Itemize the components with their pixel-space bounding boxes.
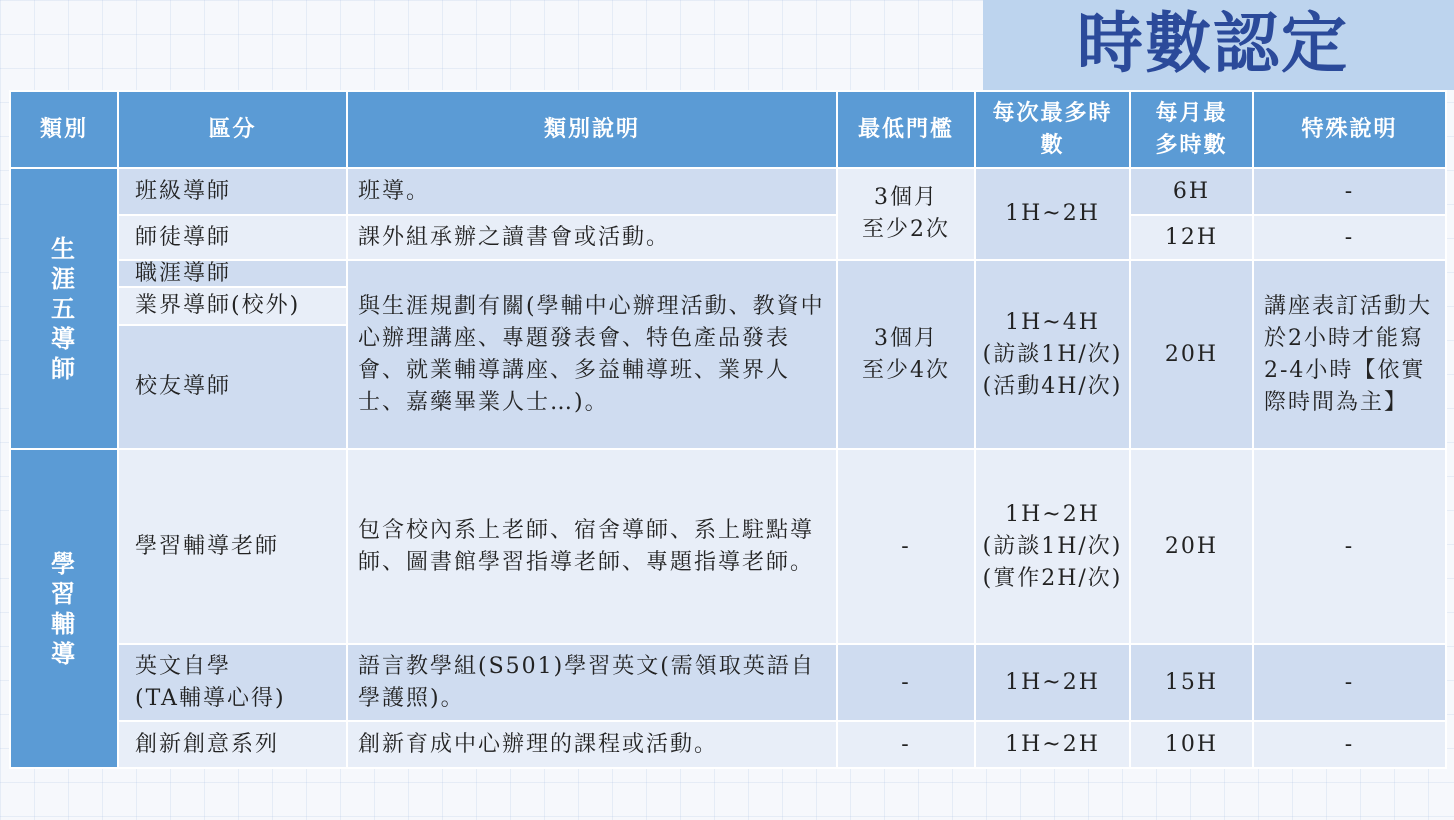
max-per-time-cell: 1H~2H <box>975 168 1130 260</box>
max-per-time-cell: 1H~2H <box>975 721 1130 768</box>
header-description: 類別說明 <box>347 91 837 168</box>
max-per-month-cell: 15H <box>1130 644 1253 721</box>
max-per-time-cell: 1H~4H (訪談1H/次) (活動4H/次) <box>975 260 1130 449</box>
header-division: 區分 <box>118 91 347 168</box>
max-per-month-cell: 6H <box>1130 168 1253 215</box>
table-row <box>10 215 1446 260</box>
min-threshold-cell: - <box>837 644 975 721</box>
page-title: 時數認定 <box>1077 5 1349 82</box>
group-tutoring: 學習輔導 <box>10 449 118 768</box>
max-per-month-cell: 20H <box>1130 260 1253 449</box>
min-threshold-cell: - <box>837 449 975 644</box>
header-min-threshold: 最低門檻 <box>837 91 975 168</box>
description-cell: 包含校內系上老師、宿舍導師、系上駐點導師、圖書館學習指導老師、專題指導老師。 <box>347 449 837 644</box>
division-cell: 學習輔導老師 <box>118 449 347 644</box>
max-per-month-cell: 20H <box>1130 449 1253 644</box>
hours-table <box>9 90 1447 769</box>
min-threshold-cell: 3個月 至少2次 <box>837 168 975 260</box>
description-cell: 語言教學組(S501)學習英文(需領取英語自學護照)。 <box>347 644 837 721</box>
max-per-time-cell: 1H~2H (訪談1H/次) (實作2H/次) <box>975 449 1130 644</box>
max-per-time-cell: 1H~2H <box>975 644 1130 721</box>
description-cell: 班導。 <box>347 168 837 215</box>
min-threshold-cell: 3個月 至少4次 <box>837 260 975 449</box>
division-cell: 業界導師(校外) <box>118 287 347 325</box>
header-special-note: 特殊說明 <box>1253 91 1446 168</box>
special-note-cell: - <box>1253 721 1446 768</box>
table-row <box>10 644 1446 721</box>
header-max-per-month: 每月最多時數 <box>1130 91 1253 168</box>
division-cell: 職涯導師 <box>118 260 347 287</box>
special-note-cell: - <box>1253 215 1446 260</box>
header-row <box>10 91 1446 168</box>
description-cell: 與生涯規劃有關(學輔中心辦理活動、教資中心辦理講座、專題發表會、特色產品發表會、就業輔導講座、多益輔導班、業界人士、嘉藥畢業人士…)。 <box>347 260 837 449</box>
special-note-cell: - <box>1253 168 1446 215</box>
table-row <box>10 449 1446 644</box>
division-cell: 班級導師 <box>118 168 347 215</box>
table-row <box>10 260 1446 287</box>
max-per-month-cell: 12H <box>1130 215 1253 260</box>
division-cell: 英文自學 (TA輔導心得) <box>118 644 347 721</box>
group-career: 生涯五導師 <box>10 168 118 449</box>
division-cell: 校友導師 <box>118 325 347 449</box>
description-cell: 創新育成中心辦理的課程或活動。 <box>347 721 837 768</box>
special-note-cell: - <box>1253 644 1446 721</box>
max-per-month-cell: 10H <box>1130 721 1253 768</box>
header-max-per-time: 每次最多時數 <box>975 91 1130 168</box>
table-row <box>10 168 1446 215</box>
table-row <box>10 721 1446 768</box>
header-category: 類別 <box>10 91 118 168</box>
special-note-cell: - <box>1253 449 1446 644</box>
min-threshold-cell: - <box>837 721 975 768</box>
special-note-cell: 講座表訂活動大於2小時才能寫2-4小時【依實際時間為主】 <box>1253 260 1446 449</box>
division-cell: 創新創意系列 <box>118 721 347 768</box>
division-cell: 師徒導師 <box>118 215 347 260</box>
description-cell: 課外組承辦之讀書會或活動。 <box>347 215 837 260</box>
